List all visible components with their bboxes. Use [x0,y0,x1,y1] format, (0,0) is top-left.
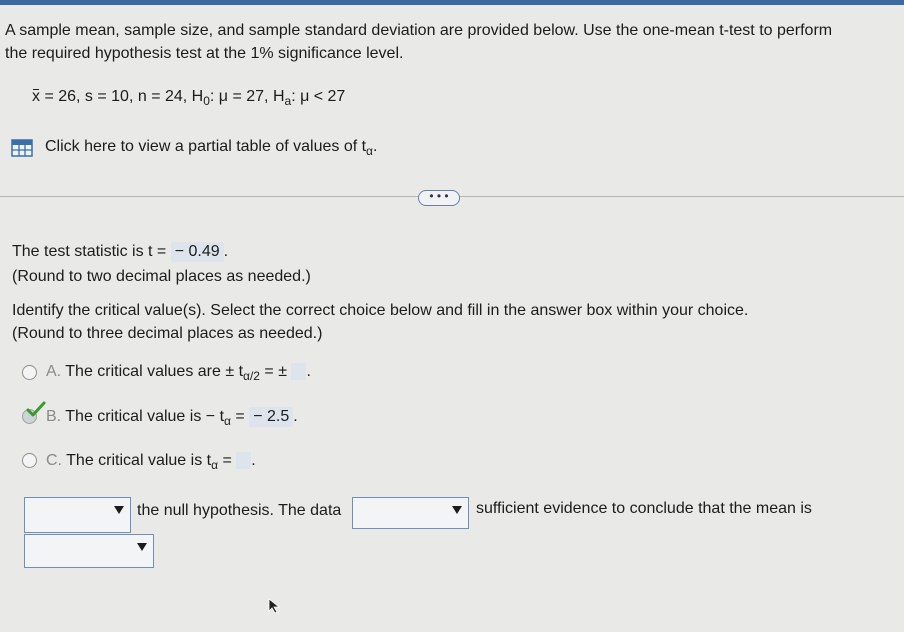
top-accent-bar [0,0,904,5]
test-statistic-answer[interactable]: − 0.49 [171,242,224,262]
direction-dropdown[interactable] [24,534,154,568]
evidence-dropdown[interactable] [352,497,469,529]
option-b-answer[interactable]: − 2.5 [249,407,293,427]
question-line-1: A sample mean, sample size, and sample standard deviation are provided below. Use the one-mean t-test to perform [5,22,833,39]
chevron-down-icon [137,543,147,551]
reject-dropdown[interactable] [24,497,131,533]
conclusion-end-text: sufficient evidence to conclude that the mean is [476,500,812,517]
option-c[interactable]: C. The critical value is $t_\alpha$ = . [46,452,256,472]
question-line-2: the required hypothesis test at the 1% significance level. [5,45,404,62]
xbar-symbol: x [32,88,40,105]
table-link[interactable]: Click here to view a partial table of values of $t_\alpha$. [45,138,378,158]
conclusion-middle-text: the null hypothesis. The data [137,502,342,519]
critical-note: (Round to three decimal places as needed.) [12,325,323,342]
option-c-radio[interactable] [22,453,37,468]
table-grid-icon[interactable] [11,139,33,157]
option-b[interactable]: B. The critical value is − $t_\alpha$ = − 2.5 . [46,408,298,428]
option-a-answer-box[interactable] [291,363,306,380]
given-parameters: x = 26, s = 10, n = 24, $H_0$: μ = 27, $H_a$: μ < 27 [32,88,346,108]
critical-instruction: Identify the critical value(s). Select the correct choice below and fill in the answer box within your choice. [12,302,749,319]
chevron-down-icon [452,506,462,514]
option-c-answer-box[interactable] [236,452,251,469]
more-button[interactable]: • • • [418,190,460,206]
option-a-radio[interactable] [22,365,37,380]
correct-check-icon [26,401,46,417]
chevron-down-icon [114,506,124,514]
mouse-cursor-icon [268,598,282,614]
option-a[interactable]: A. The critical values are ± $t_{\alpha/2}$ = ± . [46,363,311,383]
test-statistic-line: The test statistic is t = − 0.49 . [12,243,229,260]
test-statistic-note: (Round to two decimal places as needed.) [12,268,311,285]
